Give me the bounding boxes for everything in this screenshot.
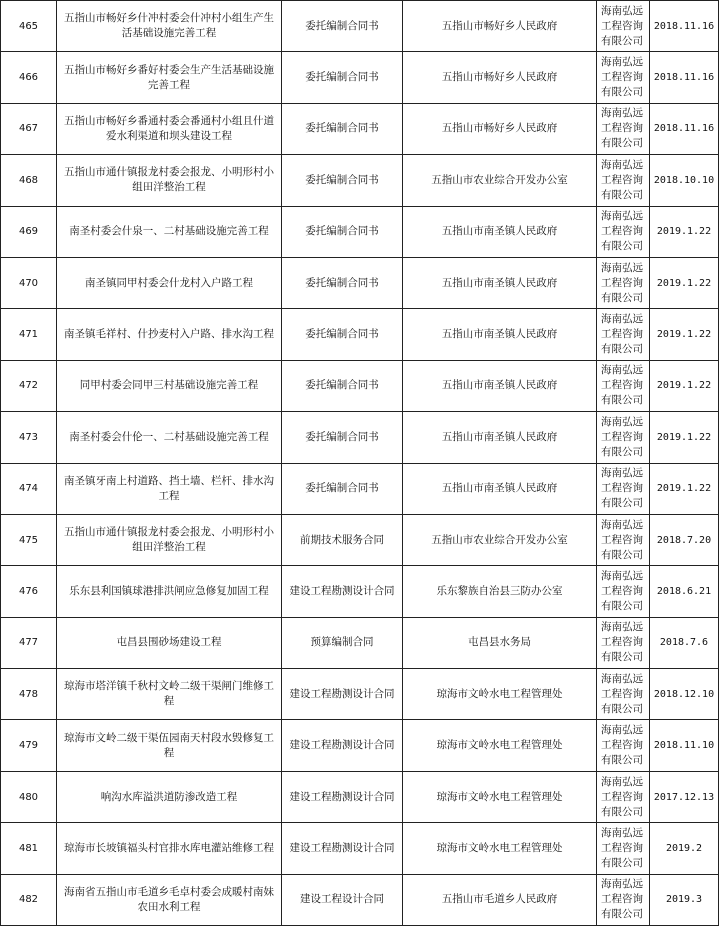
table-row bbox=[1, 412, 719, 463]
client-cell: 五指山市南圣镇人民政府 bbox=[403, 360, 597, 411]
contract-type-cell: 委托编制合同书 bbox=[282, 257, 403, 308]
contract-type-cell: 委托编制合同书 bbox=[282, 463, 403, 514]
project-name-cell: 五指山市畅好乡番好村委会生产生活基础设施完善工程 bbox=[57, 52, 282, 103]
company-name: 海南弘远工程咨询有限公司 bbox=[601, 518, 643, 561]
project-name-cell: 琼海市长坡镇福头村官排水库电灌站维修工程 bbox=[57, 823, 282, 874]
client-cell: 五指山市南圣镇人民政府 bbox=[403, 206, 597, 257]
company-cell bbox=[597, 874, 650, 925]
company-name: 海南弘远工程咨询有限公司 bbox=[601, 4, 643, 47]
project-name-cell: 琼海市文岭二级干渠伍园南天村段水毁修复工程 bbox=[57, 720, 282, 771]
row-number-cell: 479 bbox=[1, 720, 57, 771]
company-name: 海南弘远工程咨询有限公司 bbox=[601, 261, 643, 304]
date-cell: 2019.1.22 bbox=[650, 463, 719, 514]
company-name: 海南弘远工程咨询有限公司 bbox=[601, 313, 643, 356]
row-number-cell: 478 bbox=[1, 669, 57, 720]
client-cell: 五指山市畅好乡人民政府 bbox=[403, 1, 597, 52]
project-name-cell: 五指山市通什镇报龙村委会报龙、小明形村小组田洋整治工程 bbox=[57, 514, 282, 565]
date-cell: 2019.1.22 bbox=[650, 412, 719, 463]
company-name: 海南弘远工程咨询有限公司 bbox=[601, 158, 643, 201]
client-cell: 五指山市南圣镇人民政府 bbox=[403, 309, 597, 360]
date-cell: 2019.2 bbox=[650, 823, 719, 874]
company-name: 海南弘远工程咨询有限公司 bbox=[601, 364, 643, 407]
row-number-cell: 470 bbox=[1, 257, 57, 308]
project-name-cell: 南圣镇同甲村委会什龙村入户路工程 bbox=[57, 257, 282, 308]
client-cell: 琼海市文岭水电工程管理处 bbox=[403, 771, 597, 822]
table-row bbox=[1, 771, 719, 822]
date-cell: 2018.7.6 bbox=[650, 617, 719, 668]
company-cell bbox=[597, 669, 650, 720]
company-name: 海南弘远工程咨询有限公司 bbox=[601, 621, 643, 664]
table-row bbox=[1, 874, 719, 925]
contract-type-cell: 建设工程设计合同 bbox=[282, 874, 403, 925]
client-cell: 五指山市南圣镇人民政府 bbox=[403, 412, 597, 463]
client-cell: 五指山市南圣镇人民政府 bbox=[403, 257, 597, 308]
date-cell: 2018.6.21 bbox=[650, 566, 719, 617]
table-row bbox=[1, 155, 719, 206]
client-cell: 五指山市农业综合开发办公室 bbox=[403, 155, 597, 206]
date-cell: 2018.12.10 bbox=[650, 669, 719, 720]
contract-type-cell: 委托编制合同书 bbox=[282, 155, 403, 206]
client-cell: 五指山市畅好乡人民政府 bbox=[403, 103, 597, 154]
row-number-cell: 465 bbox=[1, 1, 57, 52]
row-number-cell: 475 bbox=[1, 514, 57, 565]
company-cell bbox=[597, 720, 650, 771]
table-row bbox=[1, 360, 719, 411]
table-row bbox=[1, 257, 719, 308]
contract-type-cell: 建设工程勘测设计合同 bbox=[282, 669, 403, 720]
table-row bbox=[1, 309, 719, 360]
client-cell: 五指山市毛道乡人民政府 bbox=[403, 874, 597, 925]
project-name-cell: 琼海市塔洋镇千秋村文岭二级干渠闸门维修工程 bbox=[57, 669, 282, 720]
company-name: 海南弘远工程咨询有限公司 bbox=[601, 724, 643, 767]
company-name: 海南弘远工程咨询有限公司 bbox=[601, 210, 643, 253]
company-cell bbox=[597, 1, 650, 52]
date-cell: 2018.11.10 bbox=[650, 720, 719, 771]
date-cell: 2018.11.16 bbox=[650, 52, 719, 103]
table-row bbox=[1, 206, 719, 257]
row-number-cell: 474 bbox=[1, 463, 57, 514]
company-name: 海南弘远工程咨询有限公司 bbox=[601, 775, 643, 818]
project-name-cell: 海南省五指山市毛道乡毛卓村委会成暖村南妹农田水利工程 bbox=[57, 874, 282, 925]
company-cell bbox=[597, 155, 650, 206]
project-name-cell: 南圣村委会什伦一、二村基础设施完善工程 bbox=[57, 412, 282, 463]
company-cell bbox=[597, 103, 650, 154]
date-cell: 2018.11.16 bbox=[650, 1, 719, 52]
company-cell bbox=[597, 823, 650, 874]
date-cell: 2018.7.20 bbox=[650, 514, 719, 565]
project-name-cell: 五指山市畅好乡什冲村委会什冲村小组生产生活基础设施完善工程 bbox=[57, 1, 282, 52]
row-number-cell: 481 bbox=[1, 823, 57, 874]
company-name: 海南弘远工程咨询有限公司 bbox=[601, 672, 643, 715]
client-cell: 五指山市南圣镇人民政府 bbox=[403, 463, 597, 514]
contract-type-cell: 预算编制合同 bbox=[282, 617, 403, 668]
row-number-cell: 468 bbox=[1, 155, 57, 206]
date-cell: 2018.11.16 bbox=[650, 103, 719, 154]
project-name-cell: 南圣镇牙南上村道路、挡土墙、栏杆、排水沟工程 bbox=[57, 463, 282, 514]
client-cell: 五指山市畅好乡人民政府 bbox=[403, 52, 597, 103]
company-name: 海南弘远工程咨询有限公司 bbox=[601, 56, 643, 99]
company-name: 海南弘远工程咨询有限公司 bbox=[601, 107, 643, 150]
date-cell: 2017.12.13 bbox=[650, 771, 719, 822]
date-cell: 2019.1.22 bbox=[650, 257, 719, 308]
project-name-cell: 同甲村委会同甲三村基础设施完善工程 bbox=[57, 360, 282, 411]
client-cell: 屯昌县水务局 bbox=[403, 617, 597, 668]
row-number-cell: 469 bbox=[1, 206, 57, 257]
table-row bbox=[1, 823, 719, 874]
contract-type-cell: 委托编制合同书 bbox=[282, 309, 403, 360]
company-cell bbox=[597, 206, 650, 257]
contract-type-cell: 建设工程勘测设计合同 bbox=[282, 823, 403, 874]
client-cell: 琼海市文岭水电工程管理处 bbox=[403, 720, 597, 771]
contract-type-cell: 建设工程勘测设计合同 bbox=[282, 566, 403, 617]
contract-type-cell: 委托编制合同书 bbox=[282, 103, 403, 154]
date-cell: 2019.1.22 bbox=[650, 309, 719, 360]
company-cell bbox=[597, 360, 650, 411]
table-row bbox=[1, 720, 719, 771]
company-name: 海南弘远工程咨询有限公司 bbox=[601, 878, 643, 921]
row-number-cell: 467 bbox=[1, 103, 57, 154]
project-name-cell: 屯昌县围砂场建设工程 bbox=[57, 617, 282, 668]
row-number-cell: 472 bbox=[1, 360, 57, 411]
table-row bbox=[1, 463, 719, 514]
date-cell: 2019.3 bbox=[650, 874, 719, 925]
company-name: 海南弘远工程咨询有限公司 bbox=[601, 826, 643, 869]
company-name: 海南弘远工程咨询有限公司 bbox=[601, 415, 643, 458]
row-number-cell: 480 bbox=[1, 771, 57, 822]
project-name-cell: 乐东县利国镇球港排洪闸应急修复加固工程 bbox=[57, 566, 282, 617]
company-cell bbox=[597, 257, 650, 308]
company-name: 海南弘远工程咨询有限公司 bbox=[601, 569, 643, 612]
company-cell bbox=[597, 309, 650, 360]
contract-type-cell: 委托编制合同书 bbox=[282, 1, 403, 52]
row-number-cell: 477 bbox=[1, 617, 57, 668]
company-name: 海南弘远工程咨询有限公司 bbox=[601, 467, 643, 510]
company-cell bbox=[597, 617, 650, 668]
client-cell: 琼海市文岭水电工程管理处 bbox=[403, 669, 597, 720]
row-number-cell: 471 bbox=[1, 309, 57, 360]
company-cell bbox=[597, 514, 650, 565]
company-cell bbox=[597, 566, 650, 617]
table-row bbox=[1, 669, 719, 720]
table-row bbox=[1, 514, 719, 565]
project-name-cell: 五指山市通什镇报龙村委会报龙、小明形村小组田洋整治工程 bbox=[57, 155, 282, 206]
project-name-cell: 南圣镇毛祥村、什抄麦村入户路、排水沟工程 bbox=[57, 309, 282, 360]
project-name-cell: 南圣村委会什泉一、二村基础设施完善工程 bbox=[57, 206, 282, 257]
project-name-cell: 响沟水库溢洪道防渗改造工程 bbox=[57, 771, 282, 822]
contract-type-cell: 建设工程勘测设计合同 bbox=[282, 771, 403, 822]
contract-type-cell: 委托编制合同书 bbox=[282, 206, 403, 257]
client-cell: 五指山市农业综合开发办公室 bbox=[403, 514, 597, 565]
table-row bbox=[1, 566, 719, 617]
table-row bbox=[1, 1, 719, 52]
date-cell: 2019.1.22 bbox=[650, 206, 719, 257]
table-body bbox=[1, 1, 719, 926]
row-number-cell: 466 bbox=[1, 52, 57, 103]
contract-type-cell: 委托编制合同书 bbox=[282, 412, 403, 463]
contract-type-cell: 委托编制合同书 bbox=[282, 52, 403, 103]
date-cell: 2018.10.10 bbox=[650, 155, 719, 206]
company-cell bbox=[597, 412, 650, 463]
contract-type-cell: 前期技术服务合同 bbox=[282, 514, 403, 565]
company-cell bbox=[597, 463, 650, 514]
row-number-cell: 476 bbox=[1, 566, 57, 617]
company-cell bbox=[597, 52, 650, 103]
date-cell: 2019.1.22 bbox=[650, 360, 719, 411]
project-name-cell: 五指山市畅好乡番通村委会番通村小组且什道爱水利渠道和坝头建设工程 bbox=[57, 103, 282, 154]
row-number-cell: 473 bbox=[1, 412, 57, 463]
contract-type-cell: 委托编制合同书 bbox=[282, 360, 403, 411]
table-row bbox=[1, 103, 719, 154]
client-cell: 琼海市文岭水电工程管理处 bbox=[403, 823, 597, 874]
contract-type-cell: 建设工程勘测设计合同 bbox=[282, 720, 403, 771]
row-number-cell: 482 bbox=[1, 874, 57, 925]
table-row bbox=[1, 617, 719, 668]
company-cell bbox=[597, 771, 650, 822]
table-row bbox=[1, 52, 719, 103]
client-cell: 乐东黎族自治县三防办公室 bbox=[403, 566, 597, 617]
